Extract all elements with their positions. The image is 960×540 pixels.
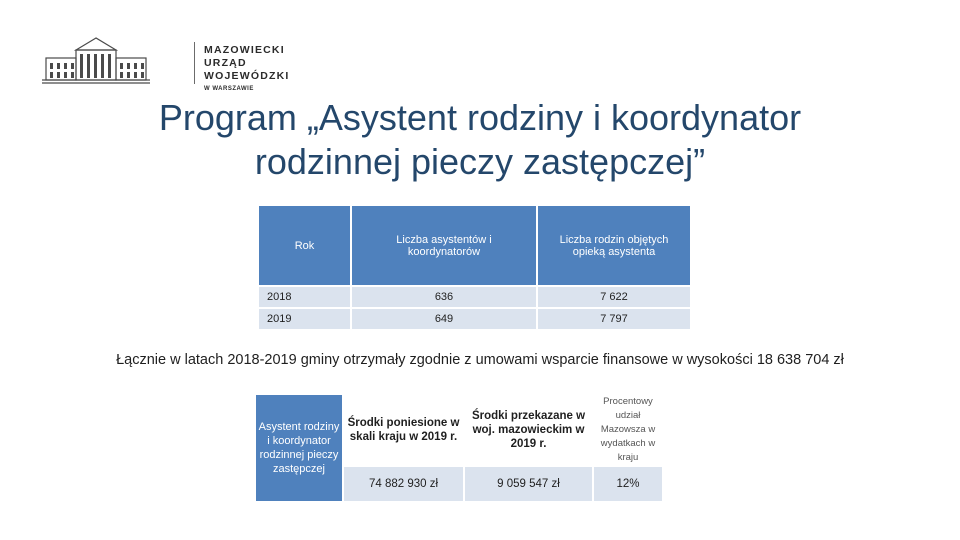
cell-year: 2019	[259, 309, 350, 329]
funding-summary: Łącznie w latach 2018-2019 gminy otrzymały zgodnie z umowami wsparcie finansowe w wysokości 18 638 704 zł	[116, 352, 844, 368]
logo-line-3: W WARSZAWIE	[204, 86, 254, 92]
assistants-table	[257, 204, 692, 331]
header-assistants-count: Liczba asystentów i koordynatorów	[352, 206, 536, 285]
table-row	[259, 287, 690, 307]
value-national-spending: 74 882 930 zł	[344, 467, 463, 501]
cell-assistants: 636	[352, 287, 536, 307]
header-families-count: Liczba rodzin objętych opieką asystenta	[538, 206, 690, 285]
header-year: Rok	[259, 206, 350, 285]
logo-divider	[194, 42, 195, 84]
funding-table	[254, 393, 664, 503]
cell-families: 7 622	[538, 287, 690, 307]
table-row	[259, 309, 690, 329]
value-mazowieckie-spending: 9 059 547 zł	[465, 467, 592, 501]
table-header-row	[259, 206, 690, 285]
title-line-2: rodzinnej pieczy zastępczej”	[254, 141, 706, 182]
header-mazowieckie-spending: Środki przekazane w woj. mazowieckim w 2019 r.	[465, 395, 592, 465]
funding-row-header: Asystent rodziny i koordynator rodzinnej pieczy zastępczej	[256, 395, 342, 501]
logo-text	[204, 44, 290, 96]
cell-year: 2018	[259, 287, 350, 307]
logo-line-1: MAZOWIECKI	[204, 44, 285, 56]
cell-assistants: 649	[352, 309, 536, 329]
header-national-spending: Środki poniesione w skali kraju w 2019 r.	[344, 395, 463, 465]
funding-header-row	[256, 395, 662, 465]
mazowiecki-urzad-logo	[40, 36, 290, 92]
cell-families: 7 797	[538, 309, 690, 329]
value-mazowsze-share: 12%	[594, 467, 662, 501]
header-mazowsze-share: Procentowy udział Mazowsza w wydatkach w kraju	[594, 395, 662, 465]
title-line-1: Program „Asystent rodziny i koordynator	[158, 97, 802, 138]
slide-title	[0, 96, 960, 184]
building-emblem-icon	[40, 36, 152, 84]
logo-line-2: URZĄD WOJEWÓDZKI	[204, 57, 290, 82]
